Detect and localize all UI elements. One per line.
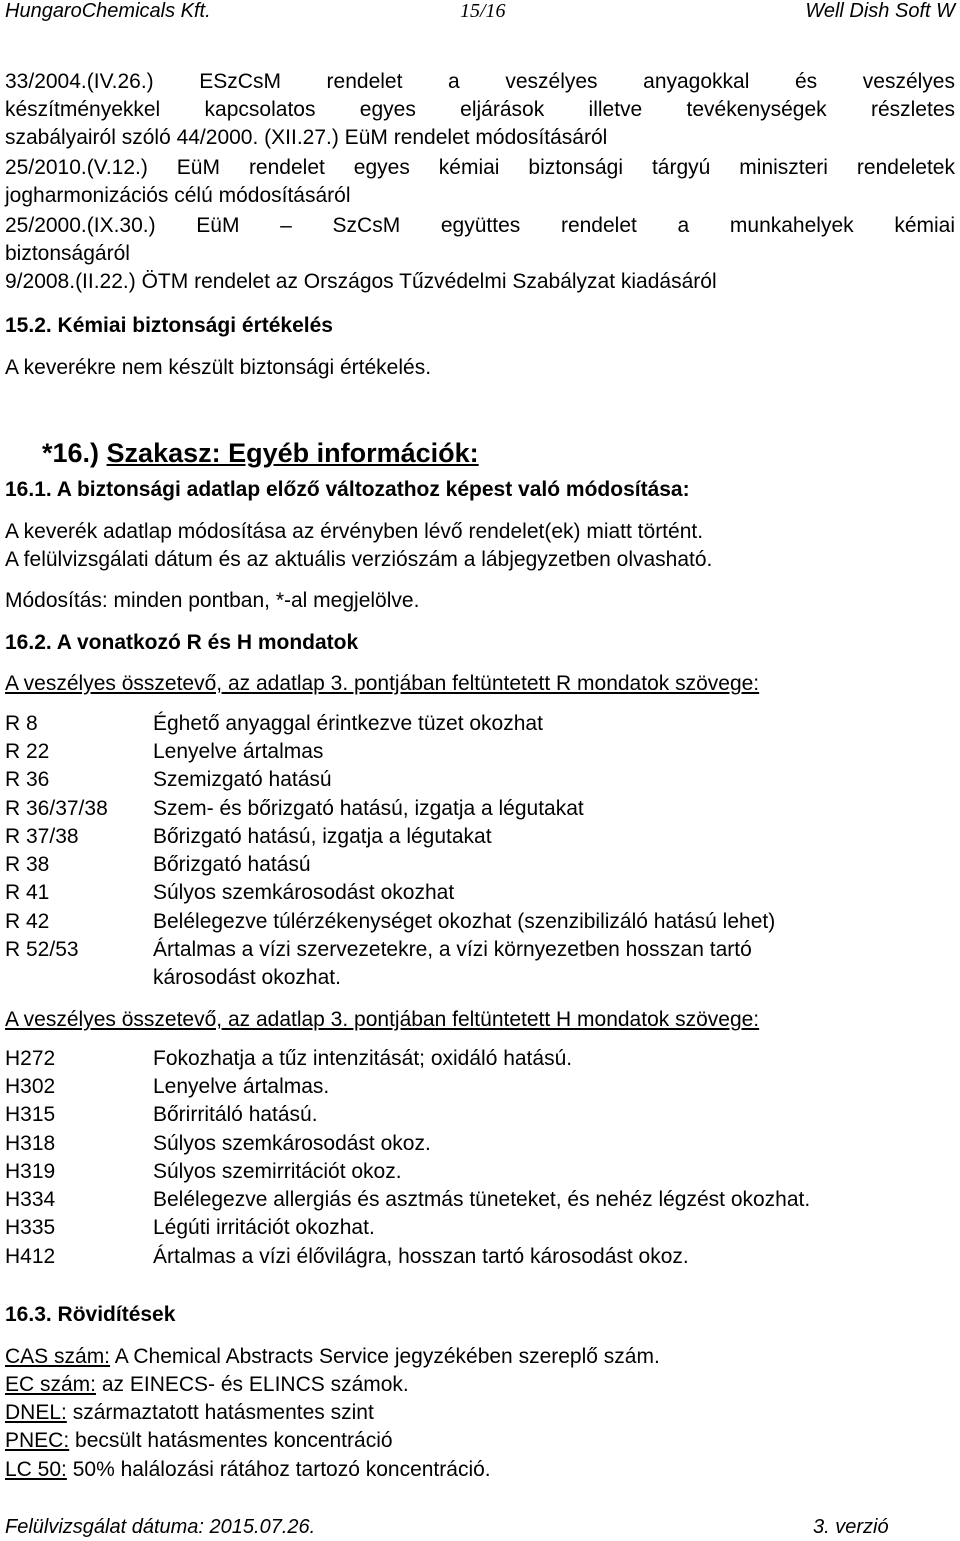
phrase-text: Lenyelve ártalmas. xyxy=(153,1075,330,1098)
abbreviation-definition: 50% halálozási rátához tartozó koncentráció. xyxy=(66,1458,491,1481)
reg-line: 9/2008.(II.22.) ÖTM rendelet az Országos Tűzvédelmi Szabályzat kiadásáról xyxy=(5,270,717,293)
section-16-prefix: *16.) xyxy=(42,438,107,468)
abbreviation-row xyxy=(5,1458,491,1482)
reg-line: jogharmonizációs célú módosításáról xyxy=(5,184,351,207)
phrase-code: R 38 xyxy=(5,853,50,876)
paragraph: A keverék adatlap módosítása az érvényben lévő rendelet(ek) miatt történt. xyxy=(5,520,704,543)
header-page-number: 15/16 xyxy=(460,0,506,22)
abbreviation-term: PNEC: xyxy=(5,1429,70,1452)
phrase-text: Súlyos szemkárosodást okoz. xyxy=(153,1132,431,1155)
section-15-2-heading: 15.2. Kémiai biztonsági értékelés xyxy=(5,314,333,337)
abbreviation-term: DNEL: xyxy=(5,1401,67,1424)
phrase-code: R 36/37/38 xyxy=(5,797,108,820)
abbreviation-term: LC 50: xyxy=(5,1458,67,1481)
paragraph: A felülvizsgálati dátum és az aktuális verziószám a lábjegyzetben olvasható. xyxy=(5,548,713,571)
reg-line: 25/2010.(V.12.) EüM rendelet egyes kémiai biztonsági tárgyú miniszteri rendeletek xyxy=(5,156,955,179)
abbreviation-definition: becsült hatásmentes koncentráció xyxy=(69,1429,393,1452)
phrase-text: Ártalmas a vízi élővilágra, hosszan tartó károsodást okoz. xyxy=(153,1245,689,1268)
phrase-code: H302 xyxy=(5,1075,56,1098)
abbreviation-row xyxy=(5,1373,409,1397)
phrase-text: Ártalmas a vízi szervezetekre, a vízi környezetben hosszan tartó xyxy=(153,938,752,961)
phrase-code: H318 xyxy=(5,1132,56,1155)
phrase-text: Belélegezve allergiás és asztmás tüneteket, és nehéz légzést okozhat. xyxy=(153,1188,811,1211)
phrase-code: H319 xyxy=(5,1160,56,1183)
abbreviation-row xyxy=(5,1345,660,1369)
abbreviation-definition: származtatott hatásmentes szint xyxy=(66,1401,374,1424)
phrase-text: Súlyos szemirritációt okoz. xyxy=(153,1160,402,1183)
phrase-text-continuation: károsodást okozhat. xyxy=(153,966,341,989)
header-company: HungaroChemicals Kft. xyxy=(5,0,211,22)
phrase-text: Bőrirritáló hatású. xyxy=(153,1103,318,1126)
phrase-code: R 22 xyxy=(5,740,50,763)
phrase-code: R 8 xyxy=(5,712,38,735)
footer-review-date: Felülvizsgálat dátuma: 2015.07.26. xyxy=(5,1516,316,1538)
reg-line: 25/2000.(IX.30.) EüM – SzCsM együttes rendelet a munkahelyek kémiai xyxy=(5,214,955,237)
phrase-text: Szemizgató hatású xyxy=(153,768,332,791)
reg-line: készítményekkel kapcsolatos egyes eljárások illetve tevékenységek részletes xyxy=(5,98,955,121)
phrase-code: H335 xyxy=(5,1216,56,1239)
paragraph: Módosítás: minden pontban, *-al megjelölve. xyxy=(5,589,420,612)
footer-version: 3. verzió xyxy=(813,1516,889,1538)
abbreviation-definition: az EINECS- és ELINCS számok. xyxy=(96,1373,409,1396)
phrase-text: Súlyos szemkárosodást okozhat xyxy=(153,881,455,904)
r-phrases-intro: A veszélyes összetevő, az adatlap 3. pontjában feltüntetett R mondatok szövege: xyxy=(5,672,760,695)
header-software: Well Dish Soft W xyxy=(805,0,955,22)
phrase-code: H412 xyxy=(5,1245,56,1268)
abbreviation-term: EC szám: xyxy=(5,1373,97,1396)
phrase-text: Fokozhatja a tűz intenzitását; oxidáló hatású. xyxy=(153,1047,573,1070)
section-16-title xyxy=(42,438,479,469)
section-16-title-text: Szakasz: Egyéb információk: xyxy=(106,438,479,468)
phrase-text: Bőrizgató hatású, izgatja a légutakat xyxy=(153,825,492,848)
phrase-code: H272 xyxy=(5,1047,56,1070)
phrase-text: Éghető anyaggal érintkezve tüzet okozhat xyxy=(153,712,543,735)
abbreviation-row xyxy=(5,1429,393,1453)
abbreviation-definition: A Chemical Abstracts Service jegyzékében szereplő szám. xyxy=(110,1345,660,1368)
reg-line: szabályairól szóló 44/2000. (XII.27.) EüM rendelet módosításáról xyxy=(5,126,608,149)
phrase-code: R 42 xyxy=(5,910,50,933)
phrase-code: R 37/38 xyxy=(5,825,79,848)
phrase-text: Lenyelve ártalmas xyxy=(153,740,324,763)
section-15-2-text: A keverékre nem készült biztonsági értékelés. xyxy=(5,356,432,379)
abbreviation-term: CAS szám: xyxy=(5,1345,111,1368)
section-16-3-heading: 16.3. Rövidítések xyxy=(5,1303,176,1326)
phrase-text: Bőrizgató hatású xyxy=(153,853,311,876)
phrase-code: H334 xyxy=(5,1188,56,1211)
section-16-1-heading: 16.1. A biztonsági adatlap előző változathoz képest való módosítása: xyxy=(5,478,690,501)
phrase-text: Légúti irritációt okozhat. xyxy=(153,1216,375,1239)
phrase-code: R 41 xyxy=(5,881,50,904)
phrase-text: Belélegezve túlérzékenységet okozhat (szenzibilizáló hatású lehet) xyxy=(153,910,776,933)
section-16-2-heading: 16.2. A vonatkozó R és H mondatok xyxy=(5,631,359,654)
h-phrases-intro: A veszélyes összetevő, az adatlap 3. pontjában feltüntetett H mondatok szövege: xyxy=(5,1008,760,1031)
phrase-text: Szem- és bőrizgató hatású, izgatja a légutakat xyxy=(153,797,584,820)
abbreviation-row xyxy=(5,1401,374,1425)
phrase-code: R 52/53 xyxy=(5,938,79,961)
reg-line: 33/2004.(IV.26.) ESzCsM rendelet a veszélyes anyagokkal és veszélyes xyxy=(5,70,955,93)
page-header xyxy=(5,0,955,22)
reg-line: biztonságáról xyxy=(5,242,130,265)
phrase-code: H315 xyxy=(5,1103,56,1126)
phrase-code: R 36 xyxy=(5,768,50,791)
